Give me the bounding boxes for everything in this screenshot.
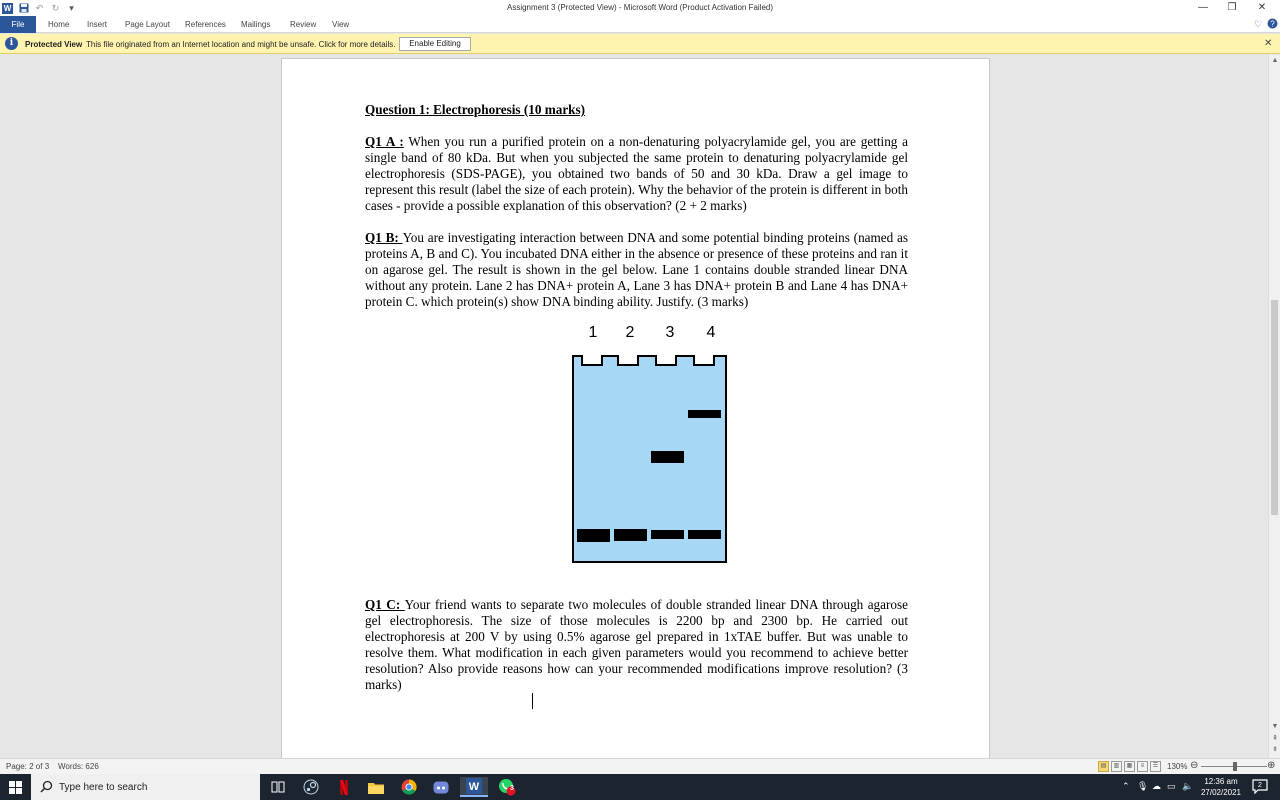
- outline-view-icon[interactable]: ≡: [1137, 761, 1148, 772]
- chrome-icon[interactable]: [395, 777, 423, 797]
- task-view-icon[interactable]: [264, 777, 292, 797]
- document-page[interactable]: [281, 58, 990, 758]
- scroll-up-icon[interactable]: ▲: [1271, 57, 1279, 64]
- volume-icon[interactable]: 🔈: [1182, 781, 1194, 791]
- band-lane-1: [577, 529, 610, 542]
- start-button[interactable]: [0, 774, 30, 800]
- word-count[interactable]: Words: 626: [58, 762, 99, 771]
- next-page-icon[interactable]: ⇟: [1272, 746, 1278, 753]
- q1a-label: Q1 A :: [365, 134, 404, 149]
- previous-page-icon[interactable]: ⇞: [1272, 735, 1278, 742]
- scrollbar-thumb[interactable]: [1271, 300, 1278, 515]
- zoom-out-icon[interactable]: ⊖: [1190, 760, 1199, 771]
- draft-view-icon[interactable]: ☰: [1150, 761, 1161, 772]
- vertical-scrollbar[interactable]: [1268, 55, 1280, 758]
- ribbon-tabs: [0, 16, 1280, 33]
- tab-mailings[interactable]: Mailings: [241, 20, 271, 29]
- web-layout-view-icon[interactable]: ▦: [1124, 761, 1135, 772]
- redo-icon[interactable]: ↻: [51, 2, 60, 13]
- network-icon[interactable]: ▭: [1167, 781, 1176, 791]
- protected-view-bar[interactable]: [0, 34, 1280, 54]
- band-lane-3-low: [651, 530, 684, 539]
- clock-date: 27/02/2021: [1200, 788, 1242, 797]
- band-lane-4-high: [688, 410, 721, 418]
- document-area[interactable]: [0, 55, 1268, 758]
- search-icon: [40, 780, 53, 793]
- minimize-button[interactable]: —: [1198, 2, 1208, 13]
- ribbon-collapse-icon[interactable]: ♡: [1254, 19, 1263, 29]
- clock-time: 12:36 am: [1204, 777, 1238, 786]
- windows-logo-icon: [9, 781, 22, 794]
- undo-icon[interactable]: ↶: [35, 2, 44, 13]
- zoom-level[interactable]: 130%: [1167, 762, 1188, 771]
- whatsapp-badge: 3: [510, 785, 514, 792]
- close-button[interactable]: ✕: [1257, 2, 1267, 13]
- tab-references[interactable]: References: [185, 20, 226, 29]
- title-bar: [0, 0, 1280, 16]
- info-icon: i: [5, 37, 18, 50]
- close-message-bar-icon[interactable]: ✕: [1264, 38, 1273, 49]
- netflix-icon[interactable]: [330, 777, 358, 797]
- file-explorer-icon[interactable]: [362, 777, 390, 797]
- tab-view[interactable]: View: [332, 20, 350, 29]
- enable-editing-button[interactable]: Enable Editing: [399, 37, 471, 51]
- zoom-slider-thumb[interactable]: [1233, 762, 1237, 771]
- band-lane-2: [614, 529, 647, 541]
- notification-count: 2: [1258, 782, 1262, 789]
- steam-icon[interactable]: [297, 777, 325, 797]
- protected-view-message[interactable]: This file originated from an Internet location and might be unsafe. Click for more details.: [86, 40, 396, 49]
- lane-label-2: 2: [625, 324, 635, 341]
- print-layout-view-icon[interactable]: ▥: [1111, 761, 1122, 772]
- discord-icon[interactable]: [427, 777, 455, 797]
- tab-review[interactable]: Review: [290, 20, 317, 29]
- microphone-icon[interactable]: 🎙: [1137, 781, 1149, 791]
- status-bar: [0, 758, 1280, 774]
- page-count[interactable]: Page: 2 of 3: [6, 762, 50, 771]
- q1a-paragraph: [365, 134, 908, 214]
- help-icon[interactable]: [1267, 18, 1278, 31]
- q1c-label: Q1 C:: [365, 597, 405, 612]
- restore-button[interactable]: ❐: [1227, 2, 1237, 13]
- q1b-paragraph: [365, 230, 908, 310]
- q1c-paragraph: [365, 597, 908, 692]
- read-mode-view-icon[interactable]: ▤: [1098, 761, 1109, 772]
- q1b-text: You are investigating interaction between DNA and some potential binding proteins (named as proteins A, B and C). You incubated DNA either in the absence or presence of these proteins and ran it on agarose gel. The result is shown in the gel below. Lane 1 contains double stranded linear DNA without any protein. Lane 2 has DNA+ protein A, Lane 3 has DNA+ protein B and Lane 4 has DNA+ protein C. which protein(s) show DNA binding ability. Justify. (3 marks): [365, 230, 908, 309]
- lane-label-1: 1: [588, 324, 598, 341]
- word-logo-icon: W: [3, 3, 12, 13]
- protected-view-title: Protected View: [25, 40, 83, 49]
- band-lane-3-mid: [651, 451, 684, 463]
- whatsapp-icon[interactable]: [493, 777, 521, 797]
- zoom-in-icon[interactable]: ⊕: [1267, 760, 1276, 771]
- notification-center-icon[interactable]: [1252, 779, 1268, 796]
- clock[interactable]: [1198, 776, 1244, 798]
- q1a-text: When you run a purified protein on a non-denaturing polyacrylamide gel, you are getting a single band of 80 kDa. But when you subjected the same protein to denaturing polyacrylamide gel electrophoresis (SDS-PAGE), you obtained two bands of 50 and 30 kDa. Draw a gel image to represent this result (label the size of each protein). Why the behavior of the protein is different in both cases - provide a possible explanation of this observation? (2 + 2 marks): [365, 134, 908, 213]
- q1c-text: Your friend wants to separate two molecules of double stranded linear DNA through agarose gel electrophoresis. The size of those molecules is 2200 bp and 2300 bp. He carried out electrophoresis at 200 V by using 0.5% agarose gel prepared in 1xTAE buffer. But was unable to resolve them. What modification in each given parameters would you recommend to achieve better resolution? Also provide reasons how can your recommended modifications improve resolution? (3 marks): [365, 597, 908, 692]
- question-heading: [365, 102, 908, 118]
- tab-home[interactable]: Home: [48, 20, 70, 29]
- taskbar-search-box[interactable]: [31, 774, 260, 800]
- scroll-down-icon[interactable]: ▼: [1271, 723, 1279, 730]
- q1b-label: Q1 B:: [365, 230, 403, 245]
- show-hidden-icons-icon[interactable]: ⌃: [1122, 781, 1130, 791]
- svg-text:W: W: [468, 781, 480, 793]
- gel-image: [570, 324, 730, 564]
- word-taskbar-icon[interactable]: [460, 777, 488, 797]
- onedrive-icon[interactable]: ☁: [1152, 781, 1161, 791]
- band-lane-4-low: [688, 530, 721, 539]
- tab-insert[interactable]: Insert: [87, 20, 108, 29]
- windows-taskbar: [0, 774, 1280, 800]
- question-heading-text: Question 1: Electrophoresis (10 marks): [365, 102, 586, 117]
- lane-label-3: 3: [665, 324, 675, 341]
- svg-text:?: ?: [1270, 19, 1275, 29]
- customize-qat-icon[interactable]: ▾: [69, 2, 74, 13]
- tab-file[interactable]: File: [0, 16, 36, 33]
- lane-label-4: 4: [706, 324, 716, 341]
- search-placeholder: Type here to search: [59, 782, 148, 793]
- tab-page-layout[interactable]: Page Layout: [125, 20, 170, 29]
- text-cursor: [532, 693, 533, 709]
- window-title: Assignment 3 (Protected View) - Microsoft Word (Product Activation Failed): [506, 3, 774, 12]
